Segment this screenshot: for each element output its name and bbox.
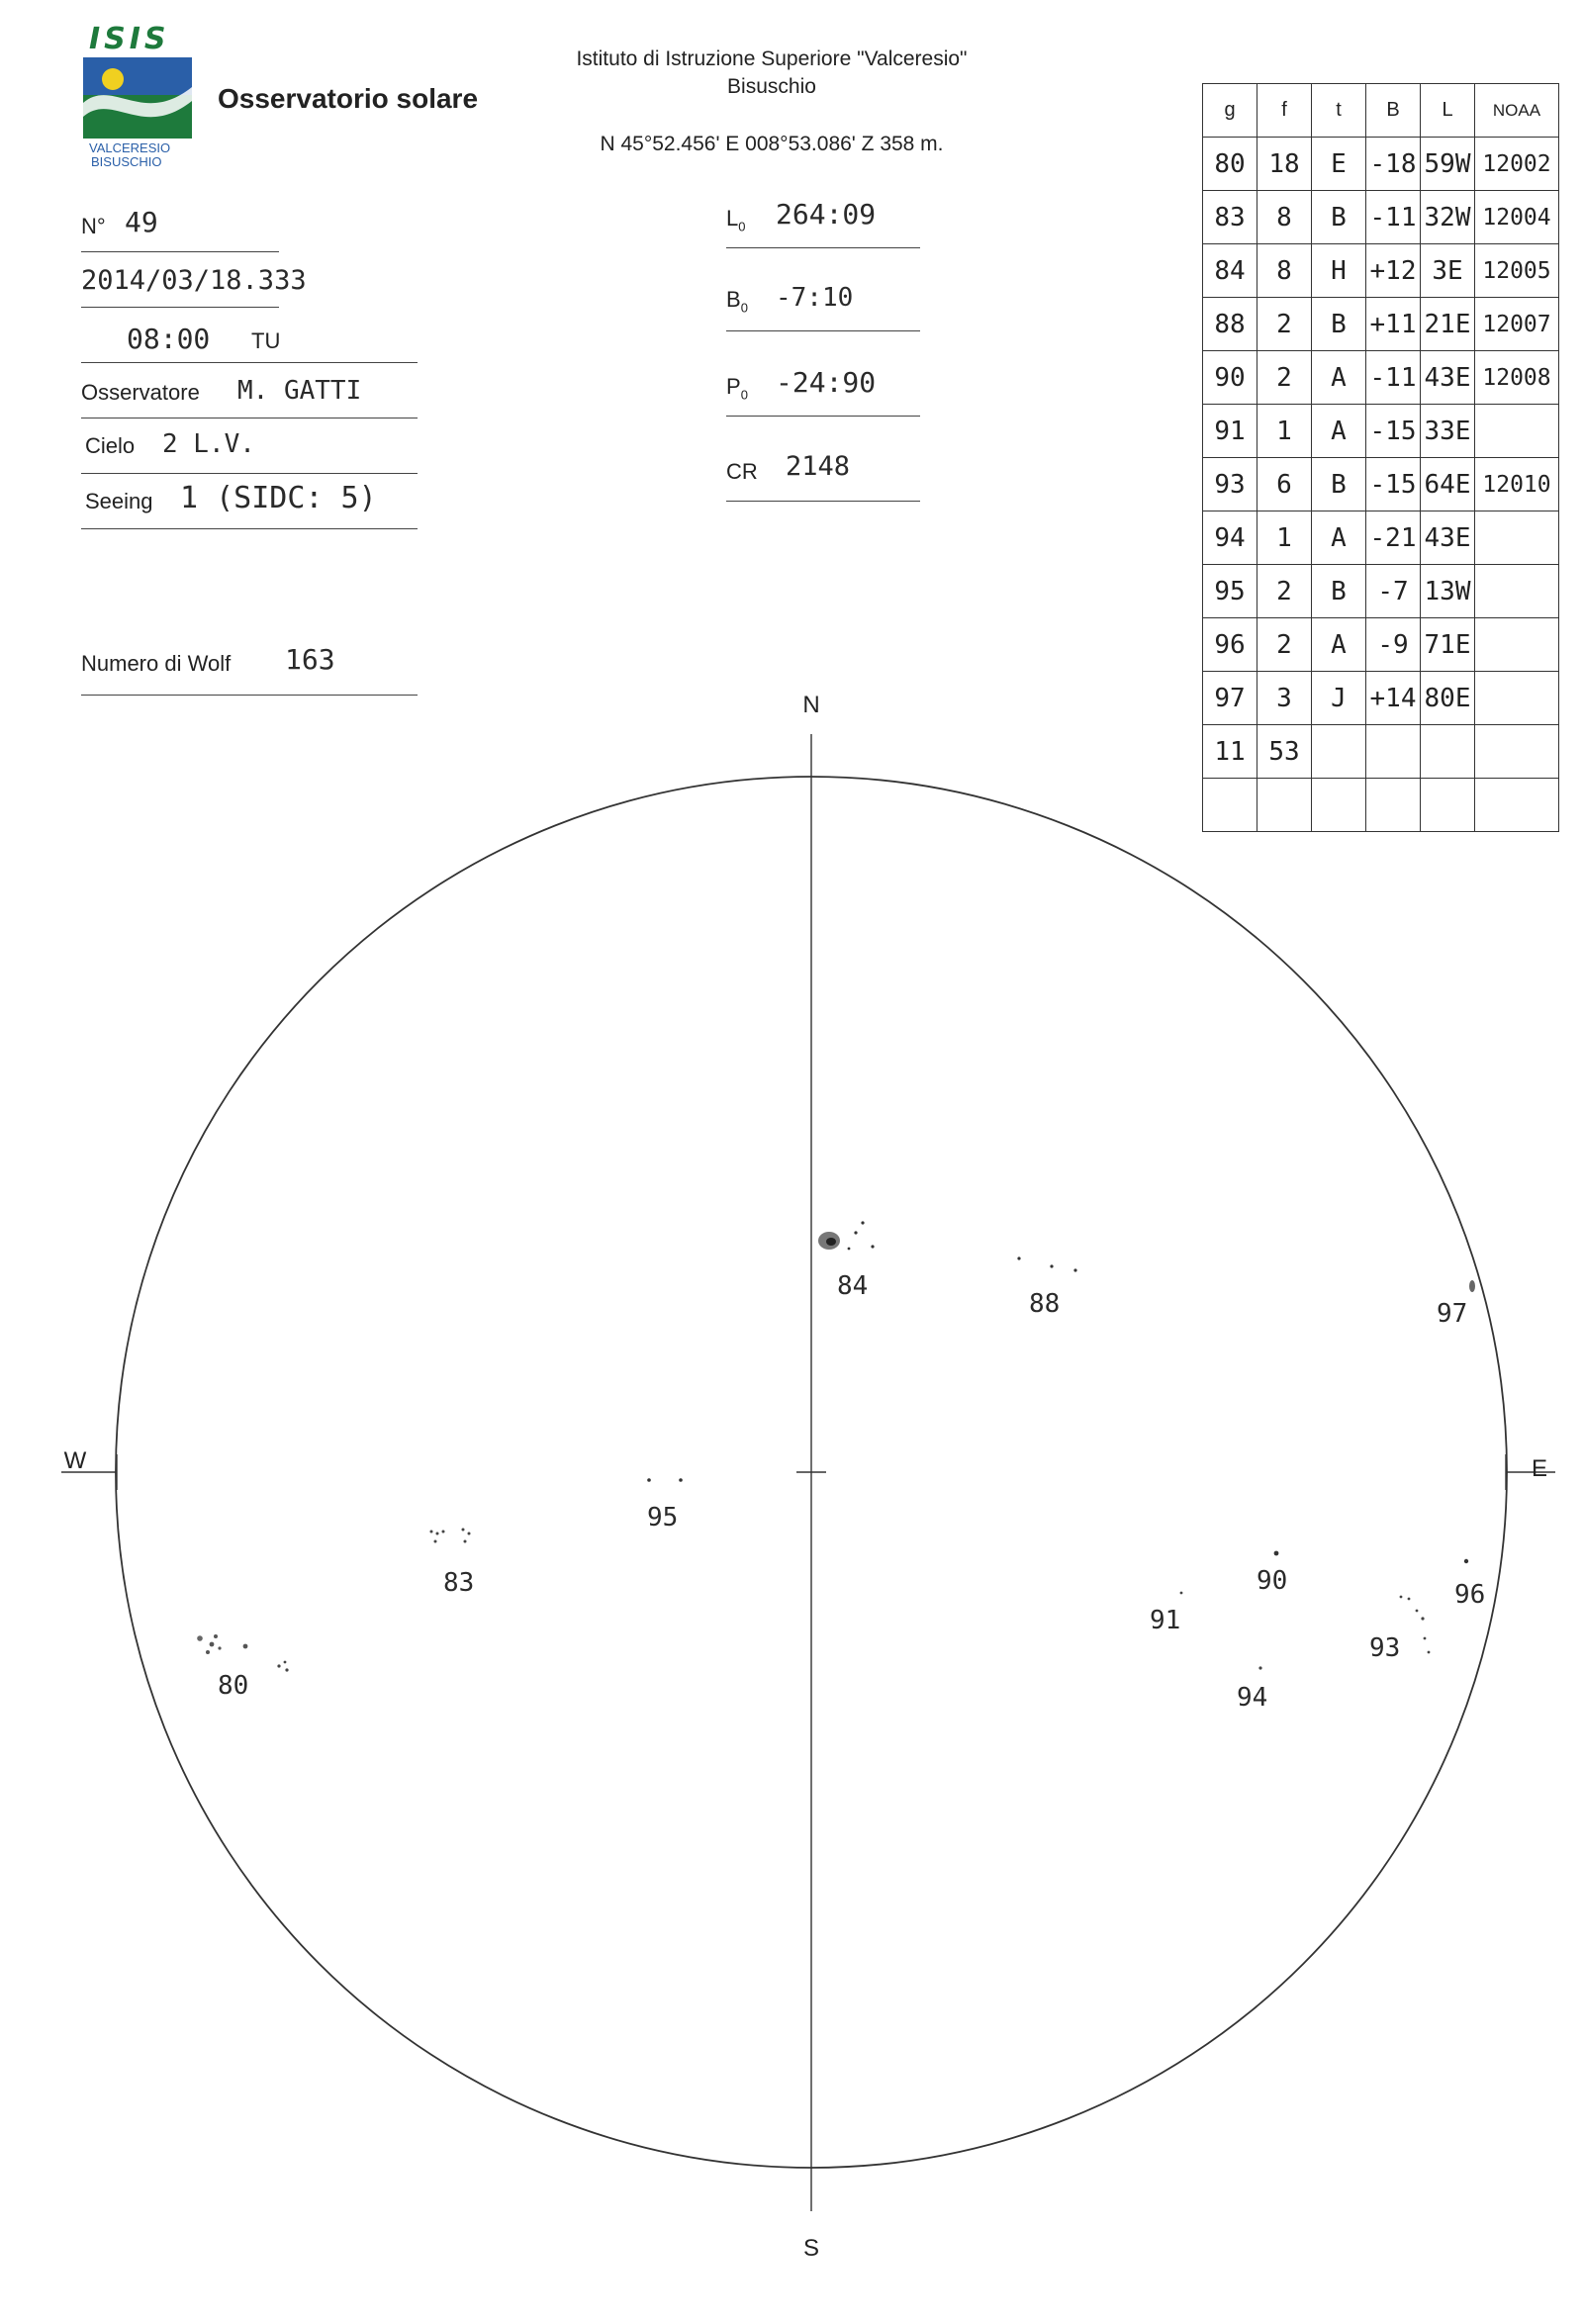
- table-cell: +14: [1366, 672, 1421, 725]
- sunspot-group-96: [1464, 1559, 1468, 1563]
- table-cell: 12004: [1475, 191, 1559, 244]
- table-cell: 1: [1257, 405, 1312, 458]
- table-cell: 6: [1257, 458, 1312, 511]
- groups-table: [1202, 83, 1559, 832]
- l0-label: $L_0$: [726, 206, 746, 234]
- sky-label: Cielo: [85, 433, 136, 458]
- north-label: N: [802, 692, 820, 718]
- group-label-96: 96: [1454, 1580, 1486, 1610]
- table-row: [1203, 138, 1559, 191]
- table-cell: 8: [1257, 191, 1312, 244]
- table-cell: [1475, 511, 1559, 565]
- station-coordinates: N 45°52.456' E 008°53.086' Z 358 m.: [600, 133, 944, 155]
- table-cell: 2: [1257, 618, 1312, 672]
- p0-label: $P_0$: [726, 374, 748, 403]
- table-cell: 91: [1203, 405, 1257, 458]
- table-row: [1203, 672, 1559, 725]
- table-cell: 94: [1203, 511, 1257, 565]
- table-cell: 71E: [1421, 618, 1475, 672]
- table-cell: [1475, 725, 1559, 779]
- group-label-80: 80: [218, 1671, 249, 1701]
- table-cell: 21E: [1421, 298, 1475, 351]
- table-header-row: [1203, 84, 1559, 138]
- table-cell: E: [1312, 138, 1366, 191]
- logo-text: ISIS: [89, 22, 170, 56]
- table-cell: 96: [1203, 618, 1257, 672]
- table-cell: 90: [1203, 351, 1257, 405]
- table-cell: -15: [1366, 458, 1421, 511]
- table-cell: B: [1312, 191, 1366, 244]
- sunspot-group-94: [1258, 1666, 1261, 1669]
- table-cell: [1203, 779, 1257, 832]
- table-cell: 1: [1257, 511, 1312, 565]
- solar-disk-outline: [116, 777, 1507, 2168]
- sunspot-group-93: [1400, 1596, 1431, 1654]
- observer-name: M. GATTI: [237, 376, 362, 406]
- column-header: t: [1312, 84, 1366, 138]
- table-cell: H: [1312, 244, 1366, 298]
- institute-name: Istituto di Istruzione Superiore "Valceresio": [576, 47, 968, 70]
- table-cell: -18: [1366, 138, 1421, 191]
- table-cell: 43E: [1421, 511, 1475, 565]
- logo: [81, 22, 195, 169]
- table-cell: 95: [1203, 565, 1257, 618]
- group-label-95: 95: [647, 1503, 679, 1533]
- south-label: S: [802, 2235, 820, 2262]
- table-cell: 18: [1257, 138, 1312, 191]
- table-cell: +12: [1366, 244, 1421, 298]
- table-cell: 33E: [1421, 405, 1475, 458]
- column-header: B: [1366, 84, 1421, 138]
- column-header: g: [1203, 84, 1257, 138]
- table-cell: J: [1312, 672, 1366, 725]
- table-cell: -15: [1366, 405, 1421, 458]
- sunspot-group-83: [430, 1529, 471, 1543]
- table-cell: 83: [1203, 191, 1257, 244]
- logo-caption-line1: VALCERESIO: [89, 140, 171, 155]
- table-row: [1203, 191, 1559, 244]
- table-cell: 2: [1257, 565, 1312, 618]
- table-cell: B: [1312, 565, 1366, 618]
- column-header: L: [1421, 84, 1475, 138]
- group-label-84: 84: [837, 1271, 869, 1301]
- table-row: [1203, 298, 1559, 351]
- observer-label: Osservatore: [81, 380, 200, 405]
- table-cell: A: [1312, 405, 1366, 458]
- table-cell: 80E: [1421, 672, 1475, 725]
- table-cell: 13W: [1421, 565, 1475, 618]
- table-cell: [1475, 618, 1559, 672]
- table-cell: 43E: [1421, 351, 1475, 405]
- table-cell: [1475, 565, 1559, 618]
- table-cell: 11: [1203, 725, 1257, 779]
- group-label-94: 94: [1237, 1683, 1268, 1713]
- sunspot-group-80: [197, 1634, 288, 1672]
- table-row: [1203, 565, 1559, 618]
- table-cell: 12007: [1475, 298, 1559, 351]
- table-cell: 32W: [1421, 191, 1475, 244]
- table-cell: -11: [1366, 191, 1421, 244]
- table-cell: 53: [1257, 725, 1312, 779]
- sunspot-group-95: [647, 1478, 683, 1482]
- b0-value: -7:10: [776, 283, 854, 313]
- west-label: W: [63, 1447, 87, 1474]
- table-cell: 12002: [1475, 138, 1559, 191]
- table-cell: 84: [1203, 244, 1257, 298]
- table-cell: [1475, 405, 1559, 458]
- table-cell: [1312, 725, 1366, 779]
- observation-time: 08:00: [127, 323, 211, 355]
- table-cell: 2: [1257, 351, 1312, 405]
- logo-caption-line2: BISUSCHIO: [91, 154, 162, 169]
- sunspot-group-90: [1274, 1551, 1279, 1556]
- table-row: [1203, 244, 1559, 298]
- institute-town: Bisuschio: [727, 75, 816, 98]
- table-cell: 3: [1257, 672, 1312, 725]
- l0-value: 264:09: [776, 198, 877, 231]
- sunspot-group-88: [1017, 1256, 1076, 1271]
- table-cell: 59W: [1421, 138, 1475, 191]
- table-cell: 80: [1203, 138, 1257, 191]
- group-label-88: 88: [1029, 1289, 1061, 1319]
- observation-number: 49: [125, 206, 158, 238]
- table-cell: [1475, 779, 1559, 832]
- group-label-90: 90: [1257, 1566, 1288, 1596]
- table-cell: 2: [1257, 298, 1312, 351]
- table-cell: 93: [1203, 458, 1257, 511]
- table-row: [1203, 458, 1559, 511]
- table-cell: A: [1312, 511, 1366, 565]
- table-cell: 12010: [1475, 458, 1559, 511]
- table-cell: [1475, 672, 1559, 725]
- sunspot-group-91: [1180, 1592, 1183, 1595]
- table-cell: [1366, 725, 1421, 779]
- table-cell: [1257, 779, 1312, 832]
- sunspot-group-84: [818, 1221, 875, 1250]
- table-cell: A: [1312, 618, 1366, 672]
- table-row: [1203, 618, 1559, 672]
- table-cell: [1366, 779, 1421, 832]
- table-cell: -11: [1366, 351, 1421, 405]
- table-cell: 97: [1203, 672, 1257, 725]
- table-cell: 12005: [1475, 244, 1559, 298]
- table-cell: +11: [1366, 298, 1421, 351]
- observation-date: 2014/03/18.333: [81, 265, 307, 296]
- table-cell: [1421, 725, 1475, 779]
- group-label-83: 83: [443, 1568, 475, 1598]
- sunspot-group-97: [1469, 1280, 1475, 1292]
- table-cell: -9: [1366, 618, 1421, 672]
- table-cell: [1312, 779, 1366, 832]
- table-cell: 8: [1257, 244, 1312, 298]
- table-cell: 12008: [1475, 351, 1559, 405]
- cr-value: 2148: [786, 451, 851, 482]
- b0-label: $B_0$: [726, 287, 748, 316]
- table-cell: 3E: [1421, 244, 1475, 298]
- table-row: [1203, 725, 1559, 779]
- time-unit: TU: [251, 328, 281, 353]
- table-cell: B: [1312, 298, 1366, 351]
- east-label: E: [1531, 1455, 1548, 1482]
- table-cell: A: [1312, 351, 1366, 405]
- page-title: Osservatorio solare: [218, 83, 479, 114]
- table-row: [1203, 511, 1559, 565]
- table-row: [1203, 405, 1559, 458]
- column-header: NOAA: [1475, 84, 1559, 138]
- logo-emblem-icon: [83, 57, 192, 139]
- seeing-value: 1 (SIDC: 5): [180, 481, 377, 515]
- number-label: N°: [81, 214, 106, 238]
- table-row: [1203, 351, 1559, 405]
- wolf-number: 163: [285, 643, 335, 676]
- table-cell: -21: [1366, 511, 1421, 565]
- group-label-93: 93: [1369, 1633, 1401, 1663]
- sky-value: 2 L.V.: [162, 429, 255, 459]
- cr-label: CR: [726, 459, 758, 484]
- table-cell: [1421, 779, 1475, 832]
- table-row: [1203, 779, 1559, 832]
- wolf-label: Numero di Wolf: [81, 651, 232, 676]
- group-label-91: 91: [1150, 1606, 1181, 1635]
- table-cell: 64E: [1421, 458, 1475, 511]
- table-cell: B: [1312, 458, 1366, 511]
- column-header: f: [1257, 84, 1312, 138]
- seeing-label: Seeing: [85, 489, 153, 513]
- p0-value: -24:90: [776, 366, 877, 399]
- table-cell: 88: [1203, 298, 1257, 351]
- table-cell: -7: [1366, 565, 1421, 618]
- group-label-97: 97: [1437, 1299, 1468, 1329]
